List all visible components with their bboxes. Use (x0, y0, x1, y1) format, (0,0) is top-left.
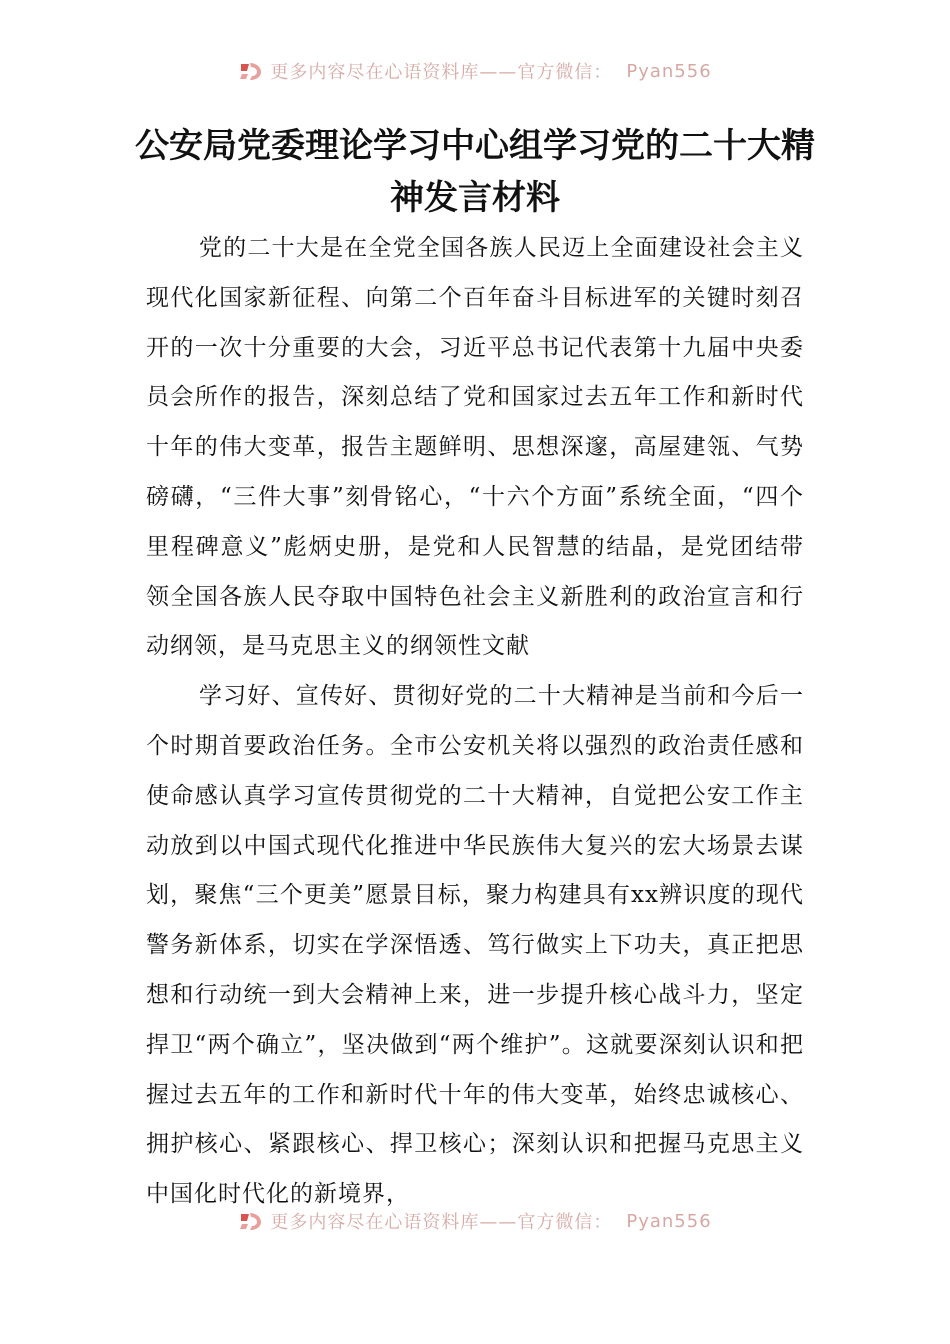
watermark-text: 更多内容尽在心语资料库——官方微信： (270, 1212, 613, 1233)
logo-icon (238, 1210, 264, 1232)
paragraph-2: 学习好、宣传好、贯彻好党的二十大精神是当前和今后一个时期首要政治任务。全市公安机关将以强烈的政治责任感和使命感认真学习宣传贯彻党的二十大精神，自觉把公安工作主动放到以中国式现代化推进中华民族伟大复兴的宏大场景去谋划，聚焦“三个更美”愿景目标，聚力构建具有xx辨识度的现代警务新体系，切实在学深悟透、笃行做实上下功夫，真正把思想和行动统一到大会精神上来，进一步提升核心战斗力，坚定捍卫“两个确立”，坚决做到“两个维护”。这就要深刻认识和把握过去五年的工作和新时代十年的伟大变革，始终忠诚核心、拥护核心、紧跟核心、捍卫核心；深刻认识和把握马克思主义中国化时代化的新境界， (146, 683, 804, 1208)
paragraph-1: 党的二十大是在全党全国各族人民迈上全面建设社会主义现代化国家新征程、向第二个百年奋斗目标进军的关键时刻召开的一次十分重要的大会，习近平总书记代表第十九届中央委员会所作的报告，深刻总结了党和国家过去五年工作和新时代十年的伟大变革，报告主题鲜明、思想深邃，高屋建瓴、气势磅礴，“三件大事”刻骨铭心，“十六个方面”系统全面，“四个里程碑意义”彪炳史册，是党和人民智慧的结晶，是党团结带领全国各族人民夺取中国特色社会主义新胜利的政治宣言和行动纲领，是马克思主义的纲领性文献 (146, 235, 804, 660)
logo-icon (238, 60, 264, 82)
header-watermark (0, 56, 950, 86)
document-title: 公安局党委理论学习中心组学习党的二十大精神发言材料 (135, 126, 815, 218)
watermark-wechat-id: Pyan556 (626, 1210, 712, 1232)
watermark-wechat-id: Pyan556 (626, 60, 712, 82)
footer-watermark (0, 1206, 950, 1236)
watermark-text: 更多内容尽在心语资料库——官方微信： (270, 62, 613, 83)
document-body (146, 224, 804, 1220)
